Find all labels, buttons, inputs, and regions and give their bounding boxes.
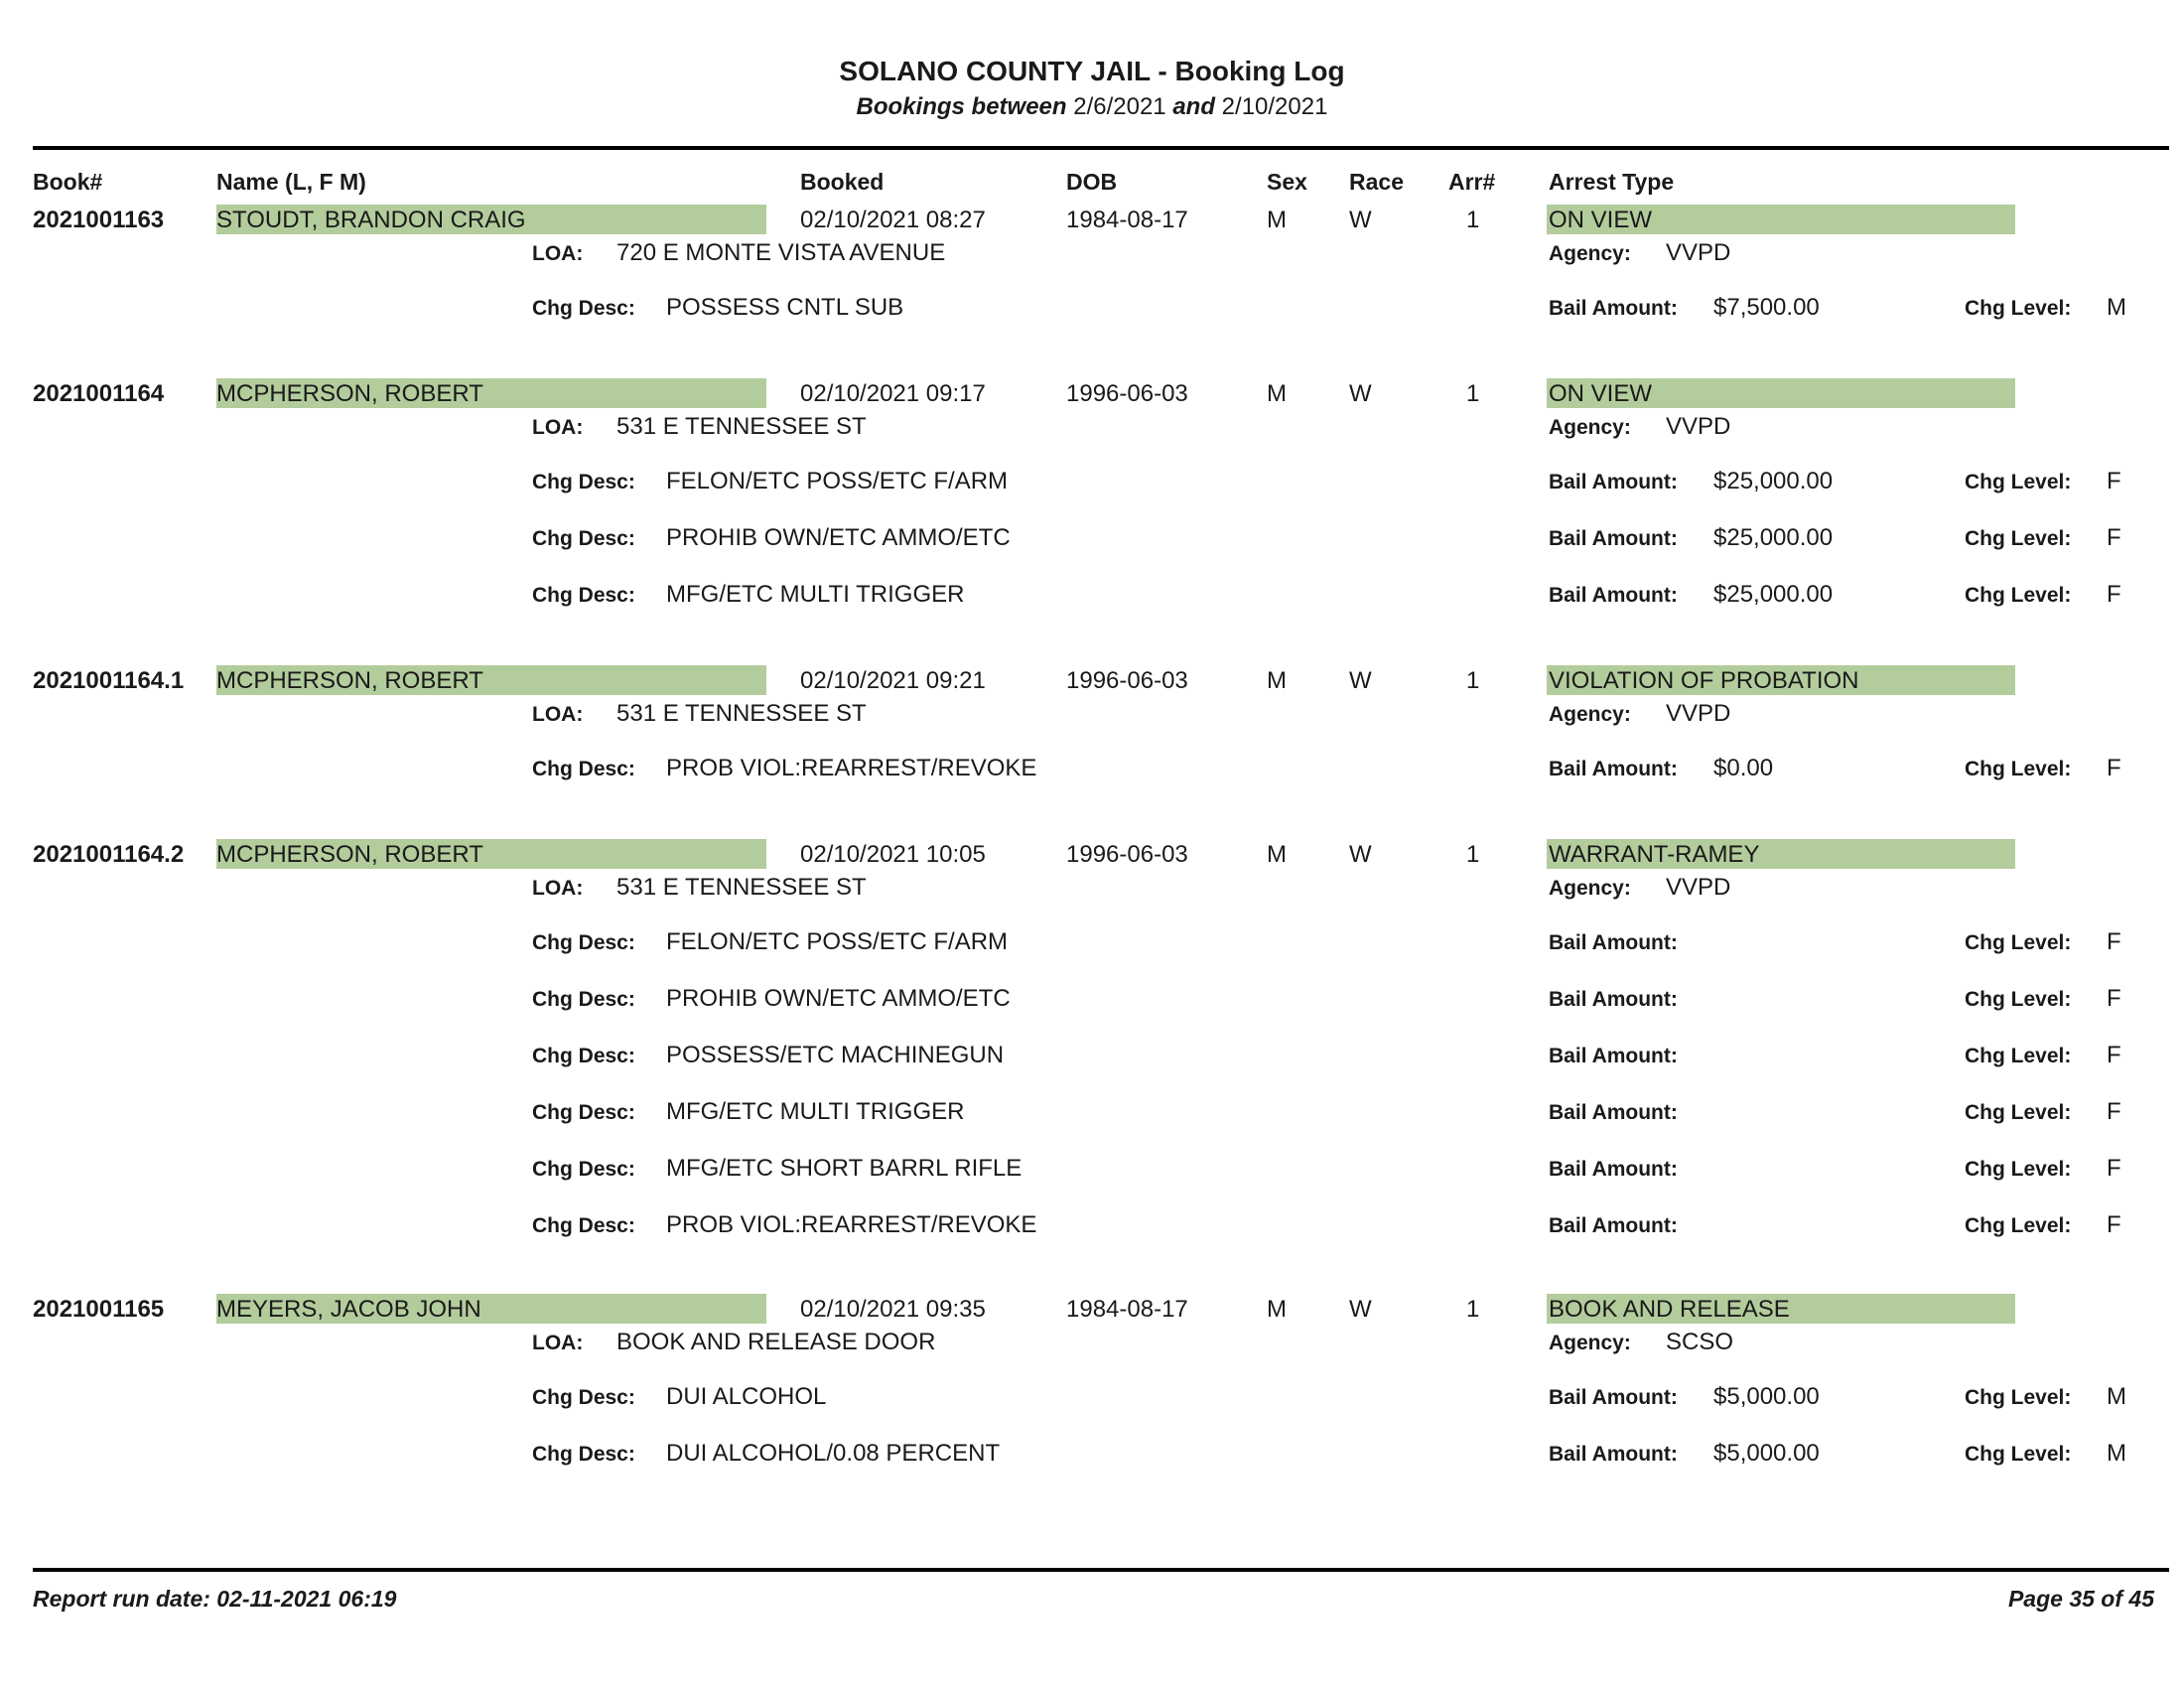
charge-level: F: [2107, 928, 2121, 955]
charge-desc-label: Chg Desc:: [532, 1386, 635, 1409]
agency: VVPD: [1666, 874, 1731, 901]
booking-number: 2021001163: [33, 207, 165, 233]
charge-level-label: Chg Level:: [1965, 988, 2072, 1011]
location-of-arrest: 531 E TENNESSEE ST: [616, 700, 867, 727]
loa-label: LOA:: [532, 703, 584, 726]
charge-desc-label: Chg Desc:: [532, 1045, 635, 1067]
bail-amount-label: Bail Amount:: [1549, 1101, 1678, 1124]
booked-datetime: 02/10/2021 08:27: [800, 207, 986, 233]
date-of-birth: 1984-08-17: [1066, 207, 1188, 233]
charge-level-label: Chg Level:: [1965, 1045, 2072, 1067]
agency-label: Agency:: [1549, 877, 1631, 900]
location-of-arrest: 720 E MONTE VISTA AVENUE: [616, 239, 946, 266]
loa-label: LOA:: [532, 242, 584, 265]
charge-desc-label: Chg Desc:: [532, 1214, 635, 1237]
bail-amount: $25,000.00: [1713, 468, 1834, 494]
charge-level: F: [2107, 985, 2121, 1012]
agency: SCSO: [1666, 1329, 1734, 1355]
header-rule: [33, 146, 2169, 150]
bail-amount: $7,500.00: [1713, 294, 1820, 321]
booked-datetime: 02/10/2021 09:35: [800, 1296, 986, 1323]
charge-level-label: Chg Level:: [1965, 527, 2072, 550]
report-run-date: Report run date: 02-11-2021 06:19: [33, 1586, 397, 1612]
arrest-number: 1: [1466, 667, 1480, 694]
charge-level-label: Chg Level:: [1965, 1101, 2072, 1124]
report-subtitle: [0, 93, 2184, 121]
charge-description: PROHIB OWN/ETC AMMO/ETC: [666, 524, 1011, 551]
arrest-type: BOOK AND RELEASE: [1549, 1296, 1790, 1323]
inmate-name: MEYERS, JACOB JOHN: [216, 1296, 481, 1323]
date-of-birth: 1996-06-03: [1066, 667, 1188, 694]
race: W: [1349, 380, 1372, 407]
column-header-arrest-type: Arrest Type: [1549, 169, 1675, 195]
agency: VVPD: [1666, 239, 1731, 266]
charge-description: MFG/ETC MULTI TRIGGER: [666, 581, 965, 608]
charge-description: FELON/ETC POSS/ETC F/ARM: [666, 928, 1009, 955]
charge-level-label: Chg Level:: [1965, 1158, 2072, 1181]
agency-label: Agency:: [1549, 703, 1631, 726]
charge-level: F: [2107, 1211, 2121, 1238]
charge-level: F: [2107, 1042, 2121, 1068]
charge-level: F: [2107, 468, 2121, 494]
bail-amount-label: Bail Amount:: [1549, 297, 1678, 320]
charge-level-label: Chg Level:: [1965, 1214, 2072, 1237]
date-of-birth: 1996-06-03: [1066, 380, 1188, 407]
charge-level: M: [2107, 294, 2126, 321]
start-date: 2/6/2021: [1073, 93, 1166, 120]
bail-amount: $5,000.00: [1713, 1383, 1820, 1410]
arrest-type: VIOLATION OF PROBATION: [1549, 667, 1859, 694]
charge-desc-label: Chg Desc:: [532, 758, 635, 780]
charge-desc-label: Chg Desc:: [532, 931, 635, 954]
sex: M: [1267, 841, 1287, 868]
charge-desc-label: Chg Desc:: [532, 297, 635, 320]
charge-desc-label: Chg Desc:: [532, 1158, 635, 1181]
bail-amount-label: Bail Amount:: [1549, 1158, 1678, 1181]
charge-description: MFG/ETC MULTI TRIGGER: [666, 1098, 965, 1125]
agency: VVPD: [1666, 413, 1731, 440]
charge-desc-label: Chg Desc:: [532, 988, 635, 1011]
arrest-type: WARRANT-RAMEY: [1549, 841, 1760, 868]
booking-number: 2021001165: [33, 1296, 165, 1323]
charge-desc-label: Chg Desc:: [532, 527, 635, 550]
bail-amount: $5,000.00: [1713, 1440, 1820, 1467]
booking-number: 2021001164: [33, 380, 165, 407]
arrest-number: 1: [1466, 841, 1480, 868]
inmate-name: MCPHERSON, ROBERT: [216, 667, 483, 694]
column-header-booked: Booked: [800, 169, 885, 195]
charge-level: F: [2107, 524, 2121, 551]
arrest-type: ON VIEW: [1549, 207, 1653, 233]
sex: M: [1267, 380, 1287, 407]
charge-level-label: Chg Level:: [1965, 1443, 2072, 1466]
column-header-arr: Arr#: [1448, 169, 1496, 195]
report-title: SOLANO COUNTY JAIL - Booking Log: [839, 56, 1345, 86]
charge-description: DUI ALCOHOL/0.08 PERCENT: [666, 1440, 1001, 1467]
booked-datetime: 02/10/2021 09:17: [800, 380, 986, 407]
charge-description: PROB VIOL:REARREST/REVOKE: [666, 755, 1037, 781]
inmate-name: MCPHERSON, ROBERT: [216, 841, 483, 868]
column-header-book: Book#: [33, 169, 103, 195]
agency-label: Agency:: [1549, 242, 1631, 265]
bail-amount-label: Bail Amount:: [1549, 1443, 1678, 1466]
booked-datetime: 02/10/2021 09:21: [800, 667, 986, 694]
arrest-number: 1: [1466, 207, 1480, 233]
race: W: [1349, 667, 1372, 694]
charge-desc-label: Chg Desc:: [532, 471, 635, 493]
column-header-sex: Sex: [1267, 169, 1307, 195]
booking-number: 2021001164.2: [33, 841, 185, 868]
charge-level: M: [2107, 1383, 2126, 1410]
inmate-name: STOUDT, BRANDON CRAIG: [216, 207, 526, 233]
booking-number: 2021001164.1: [33, 667, 185, 694]
charge-desc-label: Chg Desc:: [532, 1443, 635, 1466]
column-header-race: Race: [1349, 169, 1404, 195]
arrest-number: 1: [1466, 380, 1480, 407]
charge-description: MFG/ETC SHORT BARRL RIFLE: [666, 1155, 1023, 1182]
charge-level-label: Chg Level:: [1965, 758, 2072, 780]
date-of-birth: 1984-08-17: [1066, 1296, 1188, 1323]
location-of-arrest: 531 E TENNESSEE ST: [616, 874, 867, 901]
charge-level: F: [2107, 1155, 2121, 1182]
charge-desc-label: Chg Desc:: [532, 1101, 635, 1124]
arrest-number: 1: [1466, 1296, 1480, 1323]
charge-level-label: Chg Level:: [1965, 471, 2072, 493]
charge-level: F: [2107, 755, 2121, 781]
charge-description: PROHIB OWN/ETC AMMO/ETC: [666, 985, 1011, 1012]
charge-level-label: Chg Level:: [1965, 931, 2072, 954]
column-header-dob: DOB: [1066, 169, 1118, 195]
page-number: Page 35 of 45: [2007, 1586, 2154, 1612]
footer-rule: [33, 1568, 2169, 1572]
bail-amount-label: Bail Amount:: [1549, 758, 1678, 780]
bail-amount: $25,000.00: [1713, 524, 1834, 551]
bail-amount-label: Bail Amount:: [1549, 584, 1678, 607]
loa-label: LOA:: [532, 1332, 584, 1354]
bail-amount-label: Bail Amount:: [1549, 1045, 1678, 1067]
bail-amount-label: Bail Amount:: [1549, 988, 1678, 1011]
date-of-birth: 1996-06-03: [1066, 841, 1188, 868]
column-header-name: Name (L, F M): [216, 169, 366, 195]
loa-label: LOA:: [532, 416, 584, 439]
agency-label: Agency:: [1549, 1332, 1631, 1354]
race: W: [1349, 207, 1372, 233]
booked-datetime: 02/10/2021 10:05: [800, 841, 986, 868]
sex: M: [1267, 1296, 1287, 1323]
charge-level: M: [2107, 1440, 2126, 1467]
charge-level-label: Chg Level:: [1965, 297, 2072, 320]
charge-level: F: [2107, 1098, 2121, 1125]
charge-desc-label: Chg Desc:: [532, 584, 635, 607]
bail-amount-label: Bail Amount:: [1549, 527, 1678, 550]
sex: M: [1267, 667, 1287, 694]
subtitle-prefix: Bookings between: [856, 93, 1067, 120]
bail-amount-label: Bail Amount:: [1549, 471, 1678, 493]
charge-level-label: Chg Level:: [1965, 584, 2072, 607]
charge-description: POSSESS CNTL SUB: [666, 294, 904, 321]
bail-amount: $25,000.00: [1713, 581, 1834, 608]
inmate-name: MCPHERSON, ROBERT: [216, 380, 483, 407]
race: W: [1349, 1296, 1372, 1323]
location-of-arrest: BOOK AND RELEASE DOOR: [616, 1329, 936, 1355]
charge-description: POSSESS/ETC MACHINEGUN: [666, 1042, 1005, 1068]
location-of-arrest: 531 E TENNESSEE ST: [616, 413, 867, 440]
charge-description: PROB VIOL:REARREST/REVOKE: [666, 1211, 1037, 1238]
sex: M: [1267, 207, 1287, 233]
end-date: 2/10/2021: [1221, 93, 1328, 120]
charge-level-label: Chg Level:: [1965, 1386, 2072, 1409]
bail-amount: $0.00: [1713, 755, 1774, 781]
loa-label: LOA:: [532, 877, 584, 900]
bail-amount-label: Bail Amount:: [1549, 931, 1678, 954]
charge-description: FELON/ETC POSS/ETC F/ARM: [666, 468, 1009, 494]
bail-amount-label: Bail Amount:: [1549, 1386, 1678, 1409]
agency: VVPD: [1666, 700, 1731, 727]
agency-label: Agency:: [1549, 416, 1631, 439]
race: W: [1349, 841, 1372, 868]
charge-description: DUI ALCOHOL: [666, 1383, 827, 1410]
subtitle-and: and: [1172, 93, 1215, 120]
bail-amount-label: Bail Amount:: [1549, 1214, 1678, 1237]
charge-level: F: [2107, 581, 2121, 608]
arrest-type: ON VIEW: [1549, 380, 1653, 407]
